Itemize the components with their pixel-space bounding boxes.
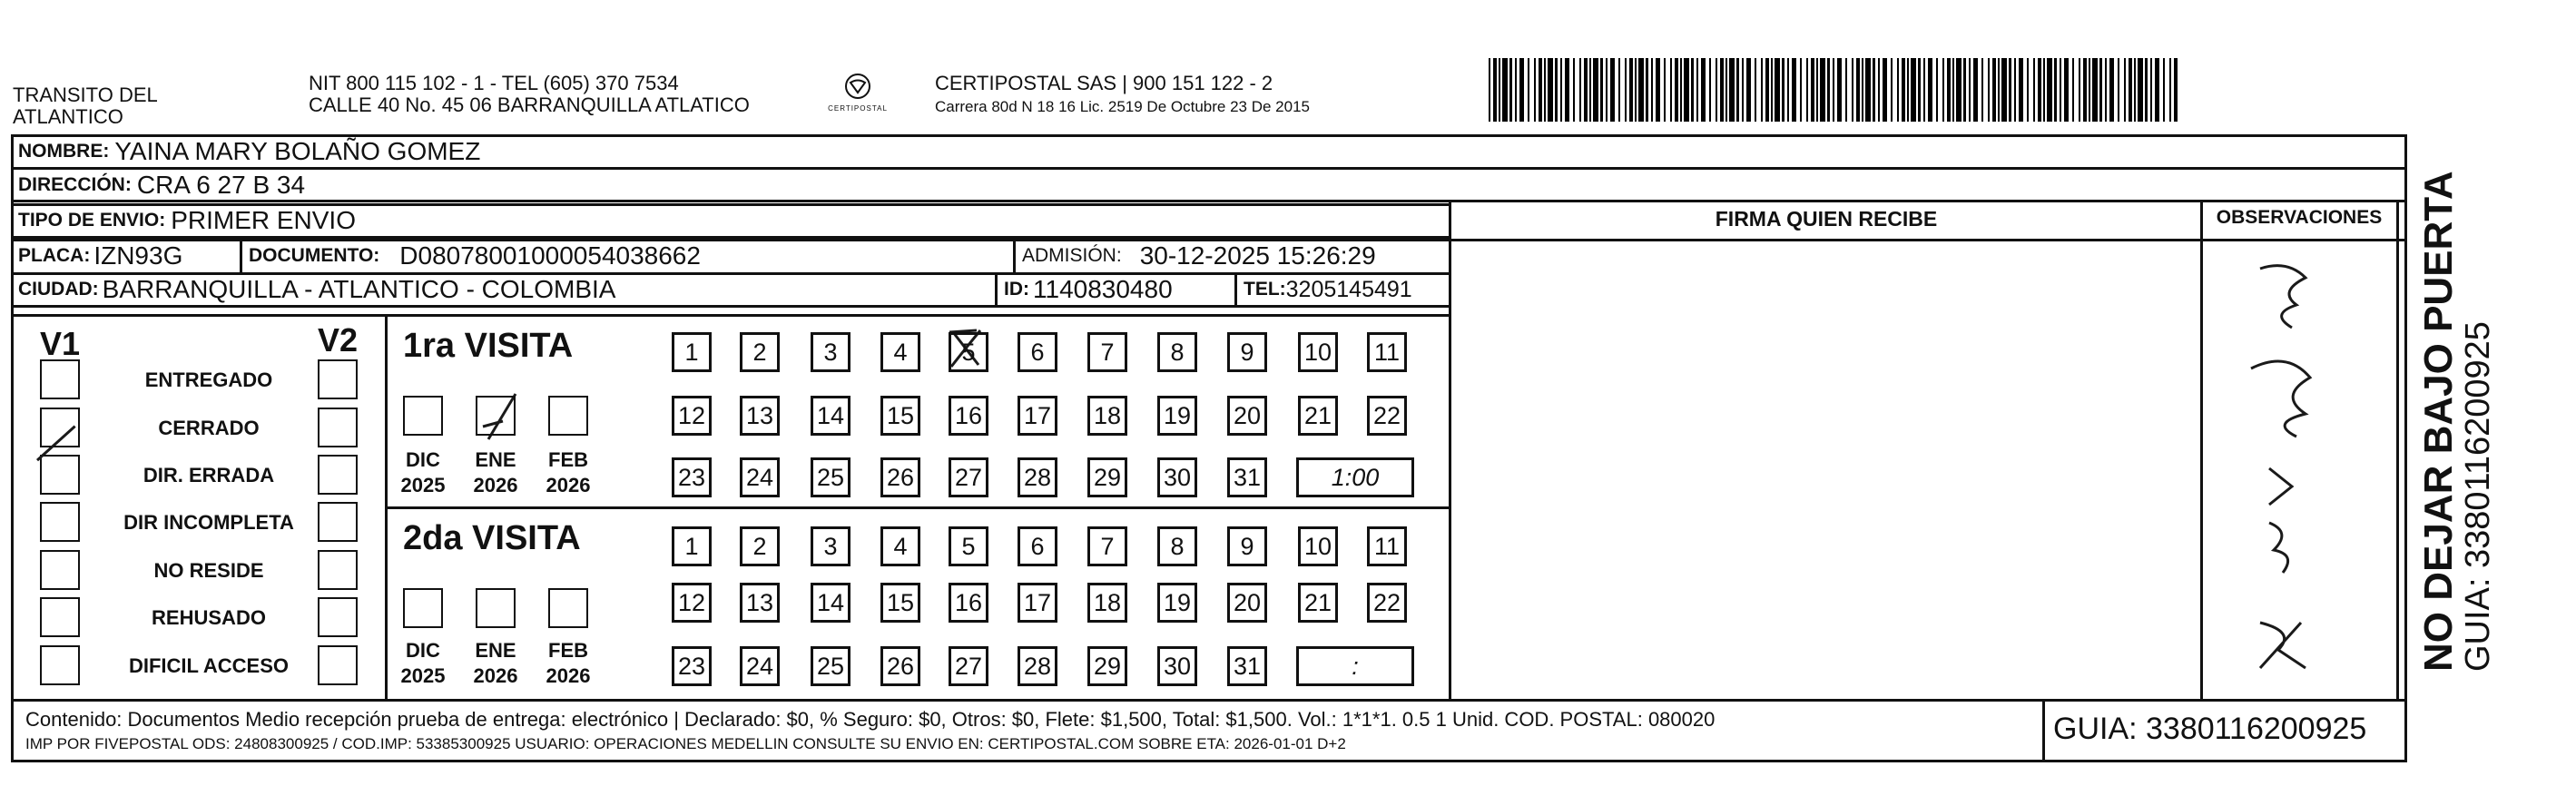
id-row xyxy=(997,274,1173,305)
day-box[interactable]: 7 xyxy=(1087,526,1127,566)
barcode-bar xyxy=(1845,58,1847,122)
day-box[interactable]: 9 xyxy=(1227,332,1267,372)
day-box[interactable]: 29 xyxy=(1087,457,1127,497)
barcode-bar xyxy=(1856,58,1860,122)
barcode-bar xyxy=(1820,58,1825,122)
day-box[interactable]: 20 xyxy=(1227,583,1267,623)
barcode-bar xyxy=(2054,58,2057,122)
barcode-bar xyxy=(1519,58,1524,122)
tipo-envio-value: PRIMER ENVIO xyxy=(171,206,356,234)
day-box[interactable]: 4 xyxy=(880,332,920,372)
barcode-bar xyxy=(2038,58,2041,122)
day-box[interactable]: 29 xyxy=(1087,646,1127,686)
barcode-bar xyxy=(1651,58,1653,122)
barcode-bar xyxy=(2163,58,2165,122)
tipo-envio-row xyxy=(11,205,356,236)
day-box[interactable]: 5 xyxy=(949,332,988,372)
barcode-bar xyxy=(2138,58,2143,122)
nombre-row xyxy=(11,136,480,167)
day-box[interactable]: 13 xyxy=(740,583,780,623)
barcode-bar xyxy=(1907,58,1909,122)
direccion-label: DIRECCIÓN: xyxy=(18,174,132,195)
month-checkbox[interactable] xyxy=(548,396,588,436)
day-box[interactable]: 24 xyxy=(740,457,780,497)
barcode-bar xyxy=(2060,58,2061,122)
day-box[interactable]: 19 xyxy=(1157,396,1197,436)
barcode-bar xyxy=(1942,58,1944,122)
barcode-bar xyxy=(1902,58,1905,122)
barcode-bar xyxy=(1544,58,1546,122)
month-checkbox[interactable] xyxy=(476,396,516,436)
time-box[interactable]: : xyxy=(1296,646,1414,686)
barcode-bar xyxy=(1862,58,1863,122)
barcode-bar xyxy=(2014,58,2016,122)
day-box[interactable]: 6 xyxy=(1018,526,1057,566)
carrier-info xyxy=(935,73,1310,116)
month-checkbox[interactable] xyxy=(403,396,443,436)
day-box[interactable]: 11 xyxy=(1367,332,1407,372)
sender-details xyxy=(309,73,750,116)
month-name: ENE xyxy=(475,448,516,471)
barcode-bar xyxy=(1515,58,1517,122)
month-name: DIC xyxy=(406,639,440,662)
barcode-bar xyxy=(1837,58,1842,122)
ciudad-label: CIUDAD: xyxy=(18,279,99,300)
barcode-bar xyxy=(1555,58,1558,122)
barcode-bar xyxy=(2105,58,2107,122)
day-box[interactable]: 23 xyxy=(672,457,712,497)
barcode-bar xyxy=(1775,58,1780,122)
status-reason-label: CERRADO xyxy=(158,417,260,439)
status-reason-label: NO RESIDE xyxy=(153,559,264,582)
day-box[interactable]: 23 xyxy=(672,646,712,686)
barcode-bar xyxy=(1610,58,1615,122)
barcode-bar xyxy=(1709,58,1711,122)
barcode-bar xyxy=(1973,58,1978,122)
barcode-bar xyxy=(1873,58,1875,122)
placa-label: PLACA: xyxy=(18,245,91,266)
day-box[interactable]: 11 xyxy=(1367,526,1407,566)
day-box[interactable]: 26 xyxy=(880,646,920,686)
day-box[interactable]: 21 xyxy=(1298,396,1338,436)
barcode-bar xyxy=(1891,58,1893,122)
status-reason-label: DIR INCOMPLETA xyxy=(123,511,294,534)
barcode-bar xyxy=(1696,58,1698,122)
certipostal-logo xyxy=(821,73,894,125)
day-box[interactable]: 16 xyxy=(949,396,988,436)
day-box[interactable]: 12 xyxy=(672,396,712,436)
day-box[interactable]: 10 xyxy=(1298,526,1338,566)
barcode-bar xyxy=(1618,58,1620,122)
v2-label: V2 xyxy=(318,321,359,359)
barcode-bar xyxy=(1746,58,1751,122)
sender-nit: NIT 800 115 102 - 1 - TEL (605) 370 7534 xyxy=(309,72,679,94)
day-box[interactable]: 17 xyxy=(1018,583,1057,623)
side-warning: NO DEJAR BAJO PUERTA xyxy=(2416,171,2461,672)
day-box[interactable]: 31 xyxy=(1227,646,1267,686)
day-box[interactable]: 30 xyxy=(1157,646,1197,686)
month-name: ENE xyxy=(475,639,516,662)
barcode-bar xyxy=(1593,58,1598,122)
barcode-bar xyxy=(1499,58,1500,122)
day-box[interactable]: 12 xyxy=(672,583,712,623)
day-box[interactable]: 9 xyxy=(1227,526,1267,566)
day-box[interactable]: 26 xyxy=(880,457,920,497)
barcode-bar xyxy=(1771,58,1773,122)
barcode-bar xyxy=(1947,58,1951,122)
day-box[interactable]: 22 xyxy=(1367,396,1407,436)
barcode-bar xyxy=(1646,58,1648,122)
day-box[interactable]: 2 xyxy=(740,332,780,372)
barcode-bar xyxy=(1852,58,1853,122)
admision-value: 30-12-2025 15:26:29 xyxy=(1139,241,1376,270)
tel-value: 3205145491 xyxy=(1285,276,1412,302)
barcode-bar xyxy=(2155,58,2159,122)
firma-header: FIRMA QUIEN RECIBE xyxy=(1715,207,1938,231)
barcode-bar xyxy=(1502,58,1508,122)
barcode-bar xyxy=(1833,58,1834,122)
placa-row xyxy=(11,241,182,271)
barcode-bar xyxy=(2072,58,2074,122)
day-box[interactable]: 30 xyxy=(1157,457,1197,497)
side-text xyxy=(2418,171,2496,672)
day-box[interactable]: 3 xyxy=(811,526,850,566)
day-box[interactable]: 21 xyxy=(1298,583,1338,623)
day-box[interactable]: 18 xyxy=(1087,583,1127,623)
logo-text: CERTIPOSTAL xyxy=(828,104,888,113)
barcode-bar xyxy=(1560,58,1562,122)
barcode-bar xyxy=(1998,58,2000,122)
month-checkbox[interactable] xyxy=(403,588,443,628)
admision-row xyxy=(1015,241,1376,271)
month-name: FEB xyxy=(548,639,588,662)
day-box[interactable]: 8 xyxy=(1157,332,1197,372)
imp-line: IMP POR FIVEPOSTAL ODS: 24808300925 / COD.IMP: 53385300925 USUARIO: OPERACIONES MEDELLIN CONSULTE SU ENVIO EN: CERTIPOSTAL.COM SOBRE ETA: 2026-01-01 D+2 xyxy=(25,735,1346,752)
barcode-bar xyxy=(1670,58,1672,122)
month-year: 2025 xyxy=(400,474,446,496)
day-box[interactable]: 3 xyxy=(811,332,850,372)
barcode-bar xyxy=(1579,58,1581,122)
day-box[interactable]: 25 xyxy=(811,646,850,686)
barcode-bar xyxy=(1548,58,1553,122)
status-reason-label: DIFICIL ACCESO xyxy=(128,654,289,677)
day-box[interactable]: 28 xyxy=(1018,457,1057,497)
barcode-bar xyxy=(1918,58,1921,122)
day-box[interactable]: 1 xyxy=(672,526,712,566)
barcode-bar xyxy=(1936,58,1938,122)
barcode-bar xyxy=(2033,58,2035,122)
day-box[interactable]: 16 xyxy=(949,583,988,623)
day-box[interactable]: 14 xyxy=(811,396,850,436)
barcode-bar xyxy=(1656,58,1660,122)
status-reason-label: DIR. ERRADA xyxy=(143,464,275,486)
barcode-bar xyxy=(1691,58,1694,122)
month-name: FEB xyxy=(548,448,588,471)
barcode-bar xyxy=(1684,58,1689,122)
barcode-bar xyxy=(1600,58,1603,122)
barcode-bar xyxy=(1992,58,1996,122)
guia-box: GUIA: 3380116200925 xyxy=(2053,712,2367,746)
day-box[interactable]: 27 xyxy=(949,646,988,686)
barcode-bar xyxy=(1528,58,1529,122)
admision-label: ADMISIÓN: xyxy=(1022,245,1122,266)
barcode-bar xyxy=(2027,58,2029,122)
day-box[interactable]: 7 xyxy=(1087,332,1127,372)
month-year: 2026 xyxy=(473,474,518,496)
barcode-bar xyxy=(2099,58,2102,122)
barcode-bar xyxy=(1629,58,1633,122)
day-box[interactable]: 28 xyxy=(1018,646,1057,686)
tipo-envio-label: TIPO DE ENVIO: xyxy=(18,210,166,231)
day-box[interactable]: 27 xyxy=(949,457,988,497)
side-guia: GUIA: 3380116200925 xyxy=(2459,321,2497,672)
barcode-bar xyxy=(2064,58,2069,122)
sender-line-1: TRANSITO DEL xyxy=(13,84,158,106)
v1-label: V1 xyxy=(40,325,81,362)
observaciones-header: OBSERVACIONES xyxy=(2216,207,2383,228)
barcode-bar xyxy=(2124,58,2126,122)
day-box[interactable]: 15 xyxy=(880,396,920,436)
barcode-bar xyxy=(1883,58,1887,122)
barcode-bar xyxy=(1716,58,1717,122)
barcode-bar xyxy=(2174,58,2178,122)
day-box[interactable]: 8 xyxy=(1157,526,1197,566)
time-box[interactable]: 1:00 xyxy=(1296,457,1414,497)
barcode-bar xyxy=(1755,58,1756,122)
barcode-bar xyxy=(1680,58,1682,122)
barcode-bar xyxy=(1969,58,1971,122)
barcode-bar xyxy=(1742,58,1744,122)
direccion-value: CRA 6 27 B 34 xyxy=(136,171,306,199)
nombre-value: YAINA MARY BOLAÑO GOMEZ xyxy=(114,137,481,165)
barcode-bar xyxy=(2109,58,2114,122)
day-box[interactable]: 14 xyxy=(811,583,850,623)
barcode-bar xyxy=(1573,58,1575,122)
barcode-bar xyxy=(2169,58,2171,122)
barcode-bar xyxy=(2009,58,2011,122)
barcode-bar xyxy=(1589,58,1591,122)
barcode-bar xyxy=(1664,58,1666,122)
barcode-bar xyxy=(2092,58,2098,122)
barcode-bar xyxy=(1923,58,1925,122)
day-box[interactable]: 22 xyxy=(1367,583,1407,623)
barcode-bar xyxy=(1606,58,1608,122)
day-box[interactable]: 4 xyxy=(880,526,920,566)
nombre-label: NOMBRE: xyxy=(18,141,110,162)
placa-value: IZN93G xyxy=(93,241,183,270)
sender-address: CALLE 40 No. 45 06 BARRANQUILLA ATLATICO xyxy=(309,93,750,116)
day-box[interactable]: 31 xyxy=(1227,457,1267,497)
barcode-bar xyxy=(1952,58,1954,122)
barcode-bar xyxy=(1565,58,1569,122)
barcode-bar xyxy=(1897,58,1899,122)
barcode-bar xyxy=(2150,58,2152,122)
documento-label: DOCUMENTO: xyxy=(249,245,380,266)
barcode-bar xyxy=(1584,58,1588,122)
barcode-bar xyxy=(1782,58,1785,122)
barcode-bar xyxy=(2089,58,2090,122)
barcode-bar xyxy=(1509,58,1512,122)
documento-row xyxy=(241,241,701,271)
barcode-bar xyxy=(2129,58,2132,122)
month-year: 2026 xyxy=(546,474,591,496)
status-reason-label: ENTREGADO xyxy=(144,368,273,391)
barcode-bar xyxy=(1956,58,1961,122)
barcode-bar xyxy=(1493,58,1497,122)
contenido-line: Contenido: Documentos Medio recepción prueba de entrega: electrónico | Declarado: $0, % Seguro: $0, Otros: $0, Flete: $1,500, Total: $1,500. Vol.: 1*1*1. 0.5 1 Unid. COD. POSTAL: 080020 xyxy=(25,708,1716,731)
day-box[interactable]: 15 xyxy=(880,583,920,623)
barcode-bar xyxy=(2019,58,2023,122)
barcode-bar xyxy=(2083,58,2087,122)
barcode-bar xyxy=(1878,58,1880,122)
day-box[interactable]: 5 xyxy=(949,526,988,566)
barcode-bar xyxy=(1911,58,1916,122)
day-box[interactable]: 10 xyxy=(1298,332,1338,372)
barcode-bar xyxy=(2043,58,2045,122)
barcode-bar xyxy=(2118,58,2119,122)
barcode-bar xyxy=(1981,58,1983,122)
barcode-bar xyxy=(1865,58,1871,122)
barcode-bar xyxy=(2001,58,2007,122)
id-value: 1140830480 xyxy=(1033,275,1173,303)
logo-mark-icon xyxy=(840,73,876,100)
barcode-bar xyxy=(2047,58,2052,122)
barcode-bar xyxy=(2079,58,2080,122)
day-box[interactable]: 6 xyxy=(1018,332,1057,372)
day-box[interactable]: 25 xyxy=(811,457,850,497)
barcode-bar xyxy=(1736,58,1739,122)
day-box[interactable]: 17 xyxy=(1018,396,1057,436)
barcode-bar xyxy=(2134,58,2136,122)
sender-line-2: ATLANTICO xyxy=(13,105,123,128)
barcode-bar xyxy=(1635,58,1637,122)
barcode-bar xyxy=(1701,58,1706,122)
direccion-row xyxy=(11,170,305,201)
barcode-bar xyxy=(1928,58,1932,122)
ciudad-row xyxy=(11,274,615,305)
barcode-bar xyxy=(1816,58,1818,122)
barcode-bar xyxy=(1806,58,1808,122)
barcode-bar xyxy=(1787,58,1789,122)
barcode-bar xyxy=(1729,58,1735,122)
ciudad-value: BARRANQUILLA - ATLANTICO - COLOMBIA xyxy=(102,275,616,303)
barcode-bar xyxy=(1534,58,1536,122)
day-box[interactable]: 2 xyxy=(740,526,780,566)
day-box[interactable]: 18 xyxy=(1087,396,1127,436)
barcode-bar xyxy=(1963,58,1966,122)
carrier-line: CERTIPOSTAL SAS | 900 151 122 - 2 xyxy=(935,72,1273,94)
month-checkbox[interactable] xyxy=(476,588,516,628)
barcode-bar xyxy=(1489,58,1490,122)
documento-value: D08078001000054038662 xyxy=(399,241,701,270)
first-visit-label: 1ra VISITA xyxy=(403,327,574,365)
month-year: 2026 xyxy=(473,664,518,687)
barcode-bar xyxy=(1827,58,1830,122)
observaciones-handwriting xyxy=(2206,241,2387,695)
second-visit-label: 2da VISITA xyxy=(403,519,581,557)
barcode-bar xyxy=(1625,58,1627,122)
tel-label: TEL: xyxy=(1244,279,1286,300)
barcode-bar xyxy=(1720,58,1724,122)
day-box[interactable]: 13 xyxy=(740,396,780,436)
barcode-bar xyxy=(1792,58,1796,122)
tel-row xyxy=(1236,274,1412,305)
barcode-bar xyxy=(1988,58,1990,122)
month-year: 2025 xyxy=(400,664,446,687)
id-label: ID: xyxy=(1004,279,1029,300)
day-box[interactable]: 19 xyxy=(1157,583,1197,623)
barcode-bar xyxy=(1539,58,1542,122)
barcode-bar xyxy=(1811,58,1814,122)
month-name: DIC xyxy=(406,448,440,471)
barcode-bar xyxy=(1761,58,1763,122)
carrier-address: Carrera 80d N 18 16 Lic. 2519 De Octubre 23 De 2015 xyxy=(935,98,1310,115)
barcode-bar xyxy=(1675,58,1678,122)
sender-name xyxy=(13,84,158,128)
barcode-bar xyxy=(2145,58,2148,122)
barcode-bar xyxy=(1726,58,1727,122)
status-reason-label: REHUSADO xyxy=(152,606,266,629)
barcode-bar xyxy=(1800,58,1802,122)
day-box[interactable]: 20 xyxy=(1227,396,1267,436)
month-year: 2026 xyxy=(546,664,591,687)
barcode-bar xyxy=(1765,58,1769,122)
day-box[interactable]: 1 xyxy=(672,332,712,372)
barcode xyxy=(1489,58,2175,122)
month-checkbox[interactable] xyxy=(548,588,588,628)
barcode-bar xyxy=(1638,58,1644,122)
day-box[interactable]: 24 xyxy=(740,646,780,686)
